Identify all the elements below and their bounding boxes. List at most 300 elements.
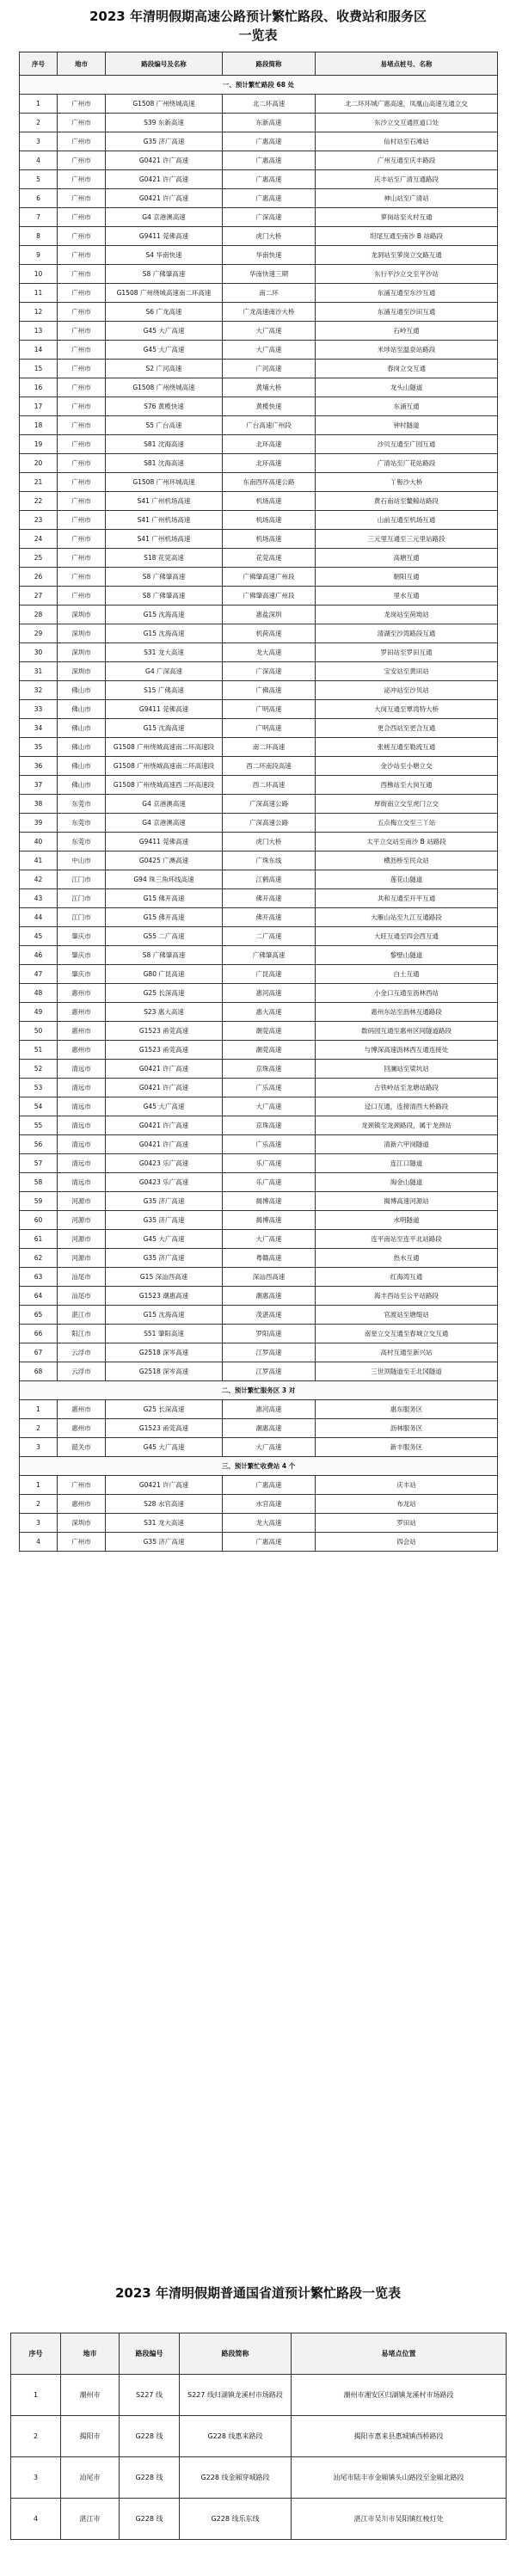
cell-city: 深圳市 — [58, 662, 106, 681]
cell-index: 61 — [20, 1230, 58, 1249]
table-row — [20, 454, 498, 473]
cell-congestion-point: 四会站 — [316, 1533, 498, 1552]
cell-index: 43 — [20, 889, 58, 908]
cell-index: 21 — [20, 473, 58, 492]
cell-road-code: S81 沈海高速 — [106, 435, 223, 454]
cell-road-code: S39 东新高速 — [106, 114, 223, 132]
cell-congestion-point: 连平南站至连平北站路段 — [316, 1230, 498, 1249]
cell-road-short: 广昆高速 — [223, 965, 316, 984]
cell-index: 30 — [20, 643, 58, 662]
table-row — [20, 170, 498, 189]
cell-congestion-point: 古铁岭站至龙塘站路段 — [316, 1079, 498, 1097]
cell-index: 37 — [20, 776, 58, 795]
cell-road-short: 茂湛高速 — [223, 1306, 316, 1325]
page-title-line2: 一览表 — [238, 28, 278, 43]
cell-congestion-point: 西樵站至大岗互通 — [316, 776, 498, 795]
cell-congestion-point: 共和互通至开平互通 — [316, 889, 498, 908]
cell-index: 64 — [20, 1287, 58, 1306]
col-header-index: 序号 — [11, 2333, 61, 2375]
cell-congestion-point: 米埗站至温泉站路段 — [316, 341, 498, 360]
cell-index: 1 — [11, 2375, 61, 2416]
table-body — [11, 2375, 507, 2540]
cell-index: 58 — [20, 1173, 58, 1192]
table-row — [20, 776, 498, 795]
cell-congestion-point: 钟村隧道 — [316, 416, 498, 435]
cell-index: 68 — [20, 1362, 58, 1381]
section-row — [20, 76, 498, 95]
cell-road-short: 黄埔大桥 — [223, 378, 316, 397]
cell-road-short: 惠河高速 — [223, 1400, 316, 1419]
cell-index: 49 — [20, 1003, 58, 1022]
cell-congestion-point: 庆丰站至广清互通路段 — [316, 170, 498, 189]
cell-city: 广州市 — [58, 473, 106, 492]
cell-road-code: G45 大广高速 — [106, 1230, 223, 1249]
cell-road-short: 广珠东线 — [223, 851, 316, 870]
cell-road-code: G1508 广州环城高速 — [106, 473, 223, 492]
col-header-road-short: 路段简称 — [180, 2333, 292, 2375]
table-row — [20, 814, 498, 833]
cell-road-short: 佛开高速 — [223, 889, 316, 908]
cell-congestion-point: 太平立交站至南沙 B 站路段 — [316, 833, 498, 851]
cell-road-short: 水官高速 — [223, 1495, 316, 1514]
cell-road-code: G15 佛开高速 — [106, 889, 223, 908]
cell-congestion-point: 清湖至沙湾路段互通 — [316, 624, 498, 643]
table-row — [20, 1173, 498, 1192]
cell-index: 11 — [20, 284, 58, 303]
cell-congestion-point: 大旺互通至四会西互通 — [316, 927, 498, 946]
cell-city: 东莞市 — [58, 814, 106, 833]
cell-congestion-point: 朝阳互通 — [316, 568, 498, 587]
cell-congestion-point: 石岭互通 — [316, 322, 498, 341]
cell-road-short: G228 线乐东线 — [180, 2499, 292, 2540]
cell-city: 深圳市 — [58, 624, 106, 643]
cell-road-short: 广河高速 — [223, 360, 316, 378]
table-row — [20, 927, 498, 946]
table-row — [20, 1268, 498, 1287]
cell-city: 江门市 — [58, 870, 106, 889]
cell-road-short: 揭博高速 — [223, 1192, 316, 1211]
table-row — [20, 492, 498, 511]
cell-road-short: G228 线惠来路段 — [180, 2416, 292, 2457]
col-header-road-code: 路段编号 — [120, 2333, 180, 2375]
cell-road-code: G0421 许广高速 — [106, 170, 223, 189]
cell-index: 35 — [20, 738, 58, 757]
cell-city: 广州市 — [58, 1476, 106, 1495]
cell-road-short: 广深高速公路 — [223, 795, 316, 814]
cell-road-short: 广惠高速 — [223, 1533, 316, 1552]
cell-congestion-point: 三世顶隧道至王北冈隧道 — [316, 1362, 498, 1381]
cell-congestion-point: 东涌互通 — [316, 397, 498, 416]
table-row — [11, 2375, 507, 2416]
cell-city: 广州市 — [58, 530, 106, 549]
cell-index: 19 — [20, 435, 58, 454]
cell-road-short: 揭博高速 — [223, 1211, 316, 1230]
cell-road-code: S8 广佛肇高速 — [106, 587, 223, 606]
cell-congestion-point: 大岗互通至覃湾特大桥 — [316, 700, 498, 719]
cell-road-short: 北环高速 — [223, 454, 316, 473]
cell-road-code: G15 沈海高速 — [106, 624, 223, 643]
table-row — [20, 246, 498, 265]
cell-city: 广州市 — [58, 284, 106, 303]
cell-city: 广州市 — [58, 132, 106, 151]
cell-city: 广州市 — [58, 265, 106, 284]
cell-road-short: 潮惠高速 — [223, 1419, 316, 1438]
table-row — [20, 303, 498, 322]
cell-road-code: G35 济广高速 — [106, 1211, 223, 1230]
cell-congestion-point: 金沙站至小塘立交 — [316, 757, 498, 776]
cell-city: 广州市 — [58, 435, 106, 454]
table-header-row — [20, 52, 498, 76]
cell-road-short: 广惠高速 — [223, 189, 316, 208]
cell-index: 6 — [20, 189, 58, 208]
cell-congestion-point: 丫髻沙大桥 — [316, 473, 498, 492]
cell-road-code: G35 济广高速 — [106, 1192, 223, 1211]
cell-road-short: 北环高速 — [223, 435, 316, 454]
cell-road-short: 罗阳高速 — [223, 1325, 316, 1343]
cell-city: 佛山市 — [58, 738, 106, 757]
cell-city: 惠州市 — [58, 1041, 106, 1060]
table-row — [20, 265, 498, 284]
cell-road-code: S5 广台高速 — [106, 416, 223, 435]
cell-road-short: 潮惠高速 — [223, 1287, 316, 1306]
cell-index: 50 — [20, 1022, 58, 1041]
cell-road-code: G2518 深岑高速 — [106, 1343, 223, 1362]
table-body — [20, 76, 498, 1552]
table-row — [20, 360, 498, 378]
cell-city: 肇庆市 — [58, 946, 106, 965]
cell-congestion-point: 沥林服务区 — [316, 1419, 498, 1438]
table-row — [20, 889, 498, 908]
cell-index: 60 — [20, 1211, 58, 1230]
cell-road-short: 西二环高速 — [223, 776, 316, 795]
cell-road-code: G15 沈海高速 — [106, 606, 223, 624]
cell-congestion-point: 神山站至广清站 — [316, 189, 498, 208]
col-header-city: 地市 — [58, 52, 106, 76]
table-row — [20, 549, 498, 568]
table-row — [20, 1325, 498, 1343]
cell-index: 59 — [20, 1192, 58, 1211]
cell-city: 广州市 — [58, 568, 106, 587]
cell-congestion-point: 龙头山隧道 — [316, 378, 498, 397]
cell-city: 广州市 — [58, 189, 106, 208]
cell-road-short: 广乐高速 — [223, 1135, 316, 1154]
table-row — [20, 1097, 498, 1116]
table-row — [20, 1438, 498, 1457]
cell-road-short: 广台高速广州段 — [223, 416, 316, 435]
cell-road-code: S31 龙大高速 — [106, 643, 223, 662]
cell-index: 32 — [20, 681, 58, 700]
cell-index: 41 — [20, 851, 58, 870]
cell-city: 佛山市 — [58, 681, 106, 700]
cell-index: 26 — [20, 568, 58, 587]
cell-city: 揭阳市 — [61, 2416, 120, 2457]
cell-index: 23 — [20, 511, 58, 530]
cell-road-short: 广佛肇高速 — [223, 946, 316, 965]
cell-congestion-point: 三元里互通至三元里站路段 — [316, 530, 498, 549]
table-row — [20, 870, 498, 889]
table-row — [20, 341, 498, 360]
cell-city: 广州市 — [58, 227, 106, 246]
cell-index: 44 — [20, 908, 58, 927]
cell-road-code: G1523 潮惠高速 — [106, 1287, 223, 1306]
table-row — [20, 984, 498, 1003]
table-row — [20, 1287, 498, 1306]
cell-road-code: G0425 广澳高速 — [106, 851, 223, 870]
cell-road-code: S18 花莞高速 — [106, 549, 223, 568]
cell-congestion-point: 沙贝互通至广园互通 — [316, 435, 498, 454]
cell-index: 48 — [20, 984, 58, 1003]
cell-road-short: 南二环 — [223, 284, 316, 303]
table-row — [20, 1135, 498, 1154]
cell-congestion-point: 迳口互通，连接清西大桥路段 — [316, 1097, 498, 1116]
cell-road-code: G228 线 — [120, 2499, 180, 2540]
cell-city: 韶关市 — [58, 1438, 106, 1457]
cell-city: 广州市 — [58, 208, 106, 227]
cell-road-code: G25 长深高速 — [106, 1400, 223, 1419]
cell-road-short: 大广高速 — [223, 322, 316, 341]
table-row — [20, 946, 498, 965]
table-row — [20, 1022, 498, 1041]
table-row — [20, 1514, 498, 1533]
cell-congestion-point: 东涌互通至东沙互通 — [316, 284, 498, 303]
table-row — [20, 416, 498, 435]
cell-road-code: G4 广深高速 — [106, 662, 223, 681]
cell-city: 惠州市 — [58, 1400, 106, 1419]
cell-city: 惠州市 — [58, 1003, 106, 1022]
cell-index: 1 — [20, 95, 58, 114]
cell-congestion-point: 山前互通至机场互通 — [316, 511, 498, 530]
cell-congestion-point: 官渡站至塘缀站 — [316, 1306, 498, 1325]
cell-road-code: G80 广昆高速 — [106, 965, 223, 984]
cell-road-short: 惠盐深圳 — [223, 606, 316, 624]
cell-index: 46 — [20, 946, 58, 965]
table-row — [20, 1192, 498, 1211]
cell-congestion-point: 罗田站 — [316, 1514, 498, 1533]
cell-city: 东莞市 — [58, 795, 106, 814]
cell-road-short: 广深高速 — [223, 662, 316, 681]
cell-city: 肇庆市 — [58, 965, 106, 984]
cell-congestion-point: 横沥桥至民众站 — [316, 851, 498, 870]
cell-congestion-point: 揭博高速河源站 — [316, 1192, 498, 1211]
section-title: 三、预计繁忙收费站 4 个 — [20, 1457, 498, 1476]
cell-road-short: 广佛肇高速广州段 — [223, 568, 316, 587]
cell-road-code: G1508 广州绕城高速 — [106, 378, 223, 397]
cell-congestion-point: 湛江市吴川市吴阳镇红棱灯处 — [292, 2499, 507, 2540]
cell-index: 29 — [20, 624, 58, 643]
cell-city: 河源市 — [58, 1211, 106, 1230]
cell-index: 2 — [20, 1495, 58, 1514]
cell-congestion-point: 张槎互通至勒流互通 — [316, 738, 498, 757]
cell-city: 深圳市 — [58, 1514, 106, 1533]
cell-index: 51 — [20, 1041, 58, 1060]
cell-road-code: G1508 广州绕城高速南二环高速 — [106, 284, 223, 303]
col-header-road-code: 路段编号及名称 — [106, 52, 223, 76]
table-row — [20, 1003, 498, 1022]
cell-index: 13 — [20, 322, 58, 341]
cell-city: 广州市 — [58, 303, 106, 322]
cell-road-code: G15 沈海高速 — [106, 1306, 223, 1325]
cell-city: 广州市 — [58, 397, 106, 416]
cell-index: 14 — [20, 341, 58, 360]
cell-index: 65 — [20, 1306, 58, 1325]
cell-congestion-point: 更合西站至更合互通 — [316, 719, 498, 738]
table-row — [20, 908, 498, 927]
cell-congestion-point: 坦尾互通至南沙 B 站路段 — [316, 227, 498, 246]
cell-congestion-point: 连江口隧道 — [316, 1154, 498, 1173]
cell-road-code: G4 京港澳高速 — [106, 795, 223, 814]
cell-road-code: G1523 甬莞高速 — [106, 1022, 223, 1041]
cell-road-short: 广乐高速 — [223, 1079, 316, 1097]
cell-road-code: S8 广佛肇高速 — [106, 946, 223, 965]
cell-congestion-point: 高村互通至新兴站 — [316, 1343, 498, 1362]
cell-index: 45 — [20, 927, 58, 946]
cell-road-short: 广明高速 — [223, 719, 316, 738]
cell-congestion-point: 东涌互通至沙田互通 — [316, 303, 498, 322]
cell-road-short: 西二环南段高速 — [223, 757, 316, 776]
cell-road-code: G0423 乐广高速 — [106, 1173, 223, 1192]
cell-index: 31 — [20, 662, 58, 681]
cell-road-code: S2 广河高速 — [106, 360, 223, 378]
cell-index: 10 — [20, 265, 58, 284]
cell-index: 42 — [20, 870, 58, 889]
col-header-index: 序号 — [20, 52, 58, 76]
cell-city: 江门市 — [58, 908, 106, 927]
cell-road-code: S8 广佛肇高速 — [106, 265, 223, 284]
table-row — [20, 397, 498, 416]
cell-road-short: 江鹤高速 — [223, 870, 316, 889]
cell-city: 清远市 — [58, 1079, 106, 1097]
table-row — [20, 681, 498, 700]
table-row — [20, 1476, 498, 1495]
cell-city: 湛江市 — [61, 2499, 120, 2540]
table-row — [11, 2499, 507, 2540]
cell-road-short: 惠河高速 — [223, 984, 316, 1003]
cell-road-code: G45 大广高速 — [106, 341, 223, 360]
expressway-busy-table — [19, 52, 498, 1552]
cell-road-code: G0421 许广高速 — [106, 189, 223, 208]
cell-index: 24 — [20, 530, 58, 549]
cell-index: 53 — [20, 1079, 58, 1097]
cell-road-code: S6 广龙高速 — [106, 303, 223, 322]
cell-city: 佛山市 — [58, 700, 106, 719]
cell-city: 清远市 — [58, 1060, 106, 1079]
cell-city: 清远市 — [58, 1097, 106, 1116]
cell-congestion-point: 龙颈镇至龙颈路段，属于龙颈站 — [316, 1116, 498, 1135]
cell-congestion-point: 与博深高速沥林西互通连接处 — [316, 1041, 498, 1060]
table-header-row — [11, 2333, 507, 2375]
cell-road-short: 乐广高速 — [223, 1154, 316, 1173]
cell-road-code: G1508 广州绕城高速南二环高速段 — [106, 757, 223, 776]
cell-city: 深圳市 — [58, 643, 106, 662]
section-row — [20, 1381, 498, 1400]
cell-road-code: S4 华南快速 — [106, 246, 223, 265]
cell-index: 38 — [20, 795, 58, 814]
cell-city: 广州市 — [58, 341, 106, 360]
cell-index: 36 — [20, 757, 58, 776]
cell-city: 佛山市 — [58, 719, 106, 738]
cell-congestion-point: 罗田站至罗田互通 — [316, 643, 498, 662]
cell-road-code: G0423 乐广高速 — [106, 1154, 223, 1173]
cell-road-short: 大广高速 — [223, 1230, 316, 1249]
cell-city: 惠州市 — [58, 1419, 106, 1438]
cell-road-short: 广惠高速 — [223, 132, 316, 151]
table-row — [20, 795, 498, 814]
table-row — [20, 132, 498, 151]
cell-index: 28 — [20, 606, 58, 624]
cell-road-short: 机荷高速 — [223, 624, 316, 643]
table-row — [20, 530, 498, 549]
cell-road-short: 京珠高速 — [223, 1060, 316, 1079]
cell-index: 16 — [20, 378, 58, 397]
cell-city: 惠州市 — [58, 984, 106, 1003]
cell-city: 广州市 — [58, 170, 106, 189]
cell-index: 15 — [20, 360, 58, 378]
cell-road-short: 东南西环高速公路 — [223, 473, 316, 492]
cell-road-code: G0421 许广高速 — [106, 1060, 223, 1079]
cell-road-code: S8 广佛肇高速 — [106, 568, 223, 587]
cell-city: 广州市 — [58, 1533, 106, 1552]
cell-road-code: S28 水官高速 — [106, 1495, 223, 1514]
second-table-title: 2023 年清明假期普通国省道预计繁忙路段一览表 — [115, 2285, 401, 2301]
cell-index: 20 — [20, 454, 58, 473]
cell-index: 12 — [20, 303, 58, 322]
cell-city: 湛江市 — [58, 1306, 106, 1325]
cell-index: 8 — [20, 227, 58, 246]
cell-congestion-point: 东行平沙立交至平沙站 — [316, 265, 498, 284]
table-row — [20, 473, 498, 492]
cell-city: 广州市 — [58, 416, 106, 435]
cell-road-short: 广惠高速 — [223, 170, 316, 189]
table-row — [20, 1060, 498, 1079]
table-row — [20, 151, 498, 170]
cell-city: 中山市 — [58, 851, 106, 870]
cell-road-short: 龙大高速 — [223, 643, 316, 662]
cell-index: 54 — [20, 1097, 58, 1116]
cell-road-short: 潮莞高速 — [223, 1041, 316, 1060]
cell-road-code: G45 大广高速 — [106, 1438, 223, 1457]
cell-road-short: 佛开高速 — [223, 908, 316, 927]
cell-city: 广州市 — [58, 378, 106, 397]
table-row — [20, 1400, 498, 1419]
cell-city: 云浮市 — [58, 1343, 106, 1362]
table-row — [20, 1211, 498, 1230]
cell-road-code: S31 龙大高速 — [106, 1514, 223, 1533]
cell-road-code: G15 佛开高速 — [106, 908, 223, 927]
cell-index: 2 — [20, 114, 58, 132]
cell-index: 47 — [20, 965, 58, 984]
cell-congestion-point: 惠州东站至沥林互通路段 — [316, 1003, 498, 1022]
cell-index: 2 — [20, 1419, 58, 1438]
cell-congestion-point: 汕尾市陆丰市金厢镇头山路段至金厢北路段 — [292, 2457, 507, 2499]
table-row — [20, 435, 498, 454]
cell-city: 阳江市 — [58, 1325, 106, 1343]
cell-city: 广州市 — [58, 454, 106, 473]
table-row — [20, 114, 498, 132]
cell-index: 4 — [20, 151, 58, 170]
cell-congestion-point: 海丰西站至公平站路段 — [316, 1287, 498, 1306]
cell-index: 1 — [20, 1476, 58, 1495]
cell-city: 东莞市 — [58, 833, 106, 851]
cell-city: 汕尾市 — [58, 1287, 106, 1306]
cell-index: 33 — [20, 700, 58, 719]
cell-road-code: G0421 许广高速 — [106, 1476, 223, 1495]
cell-index: 62 — [20, 1249, 58, 1268]
cell-city: 广州市 — [58, 322, 106, 341]
cell-index: 1 — [20, 1400, 58, 1419]
cell-index: 3 — [20, 1438, 58, 1457]
cell-road-code: G25 长深高速 — [106, 984, 223, 1003]
cell-road-code: G0421 许广高速 — [106, 1135, 223, 1154]
